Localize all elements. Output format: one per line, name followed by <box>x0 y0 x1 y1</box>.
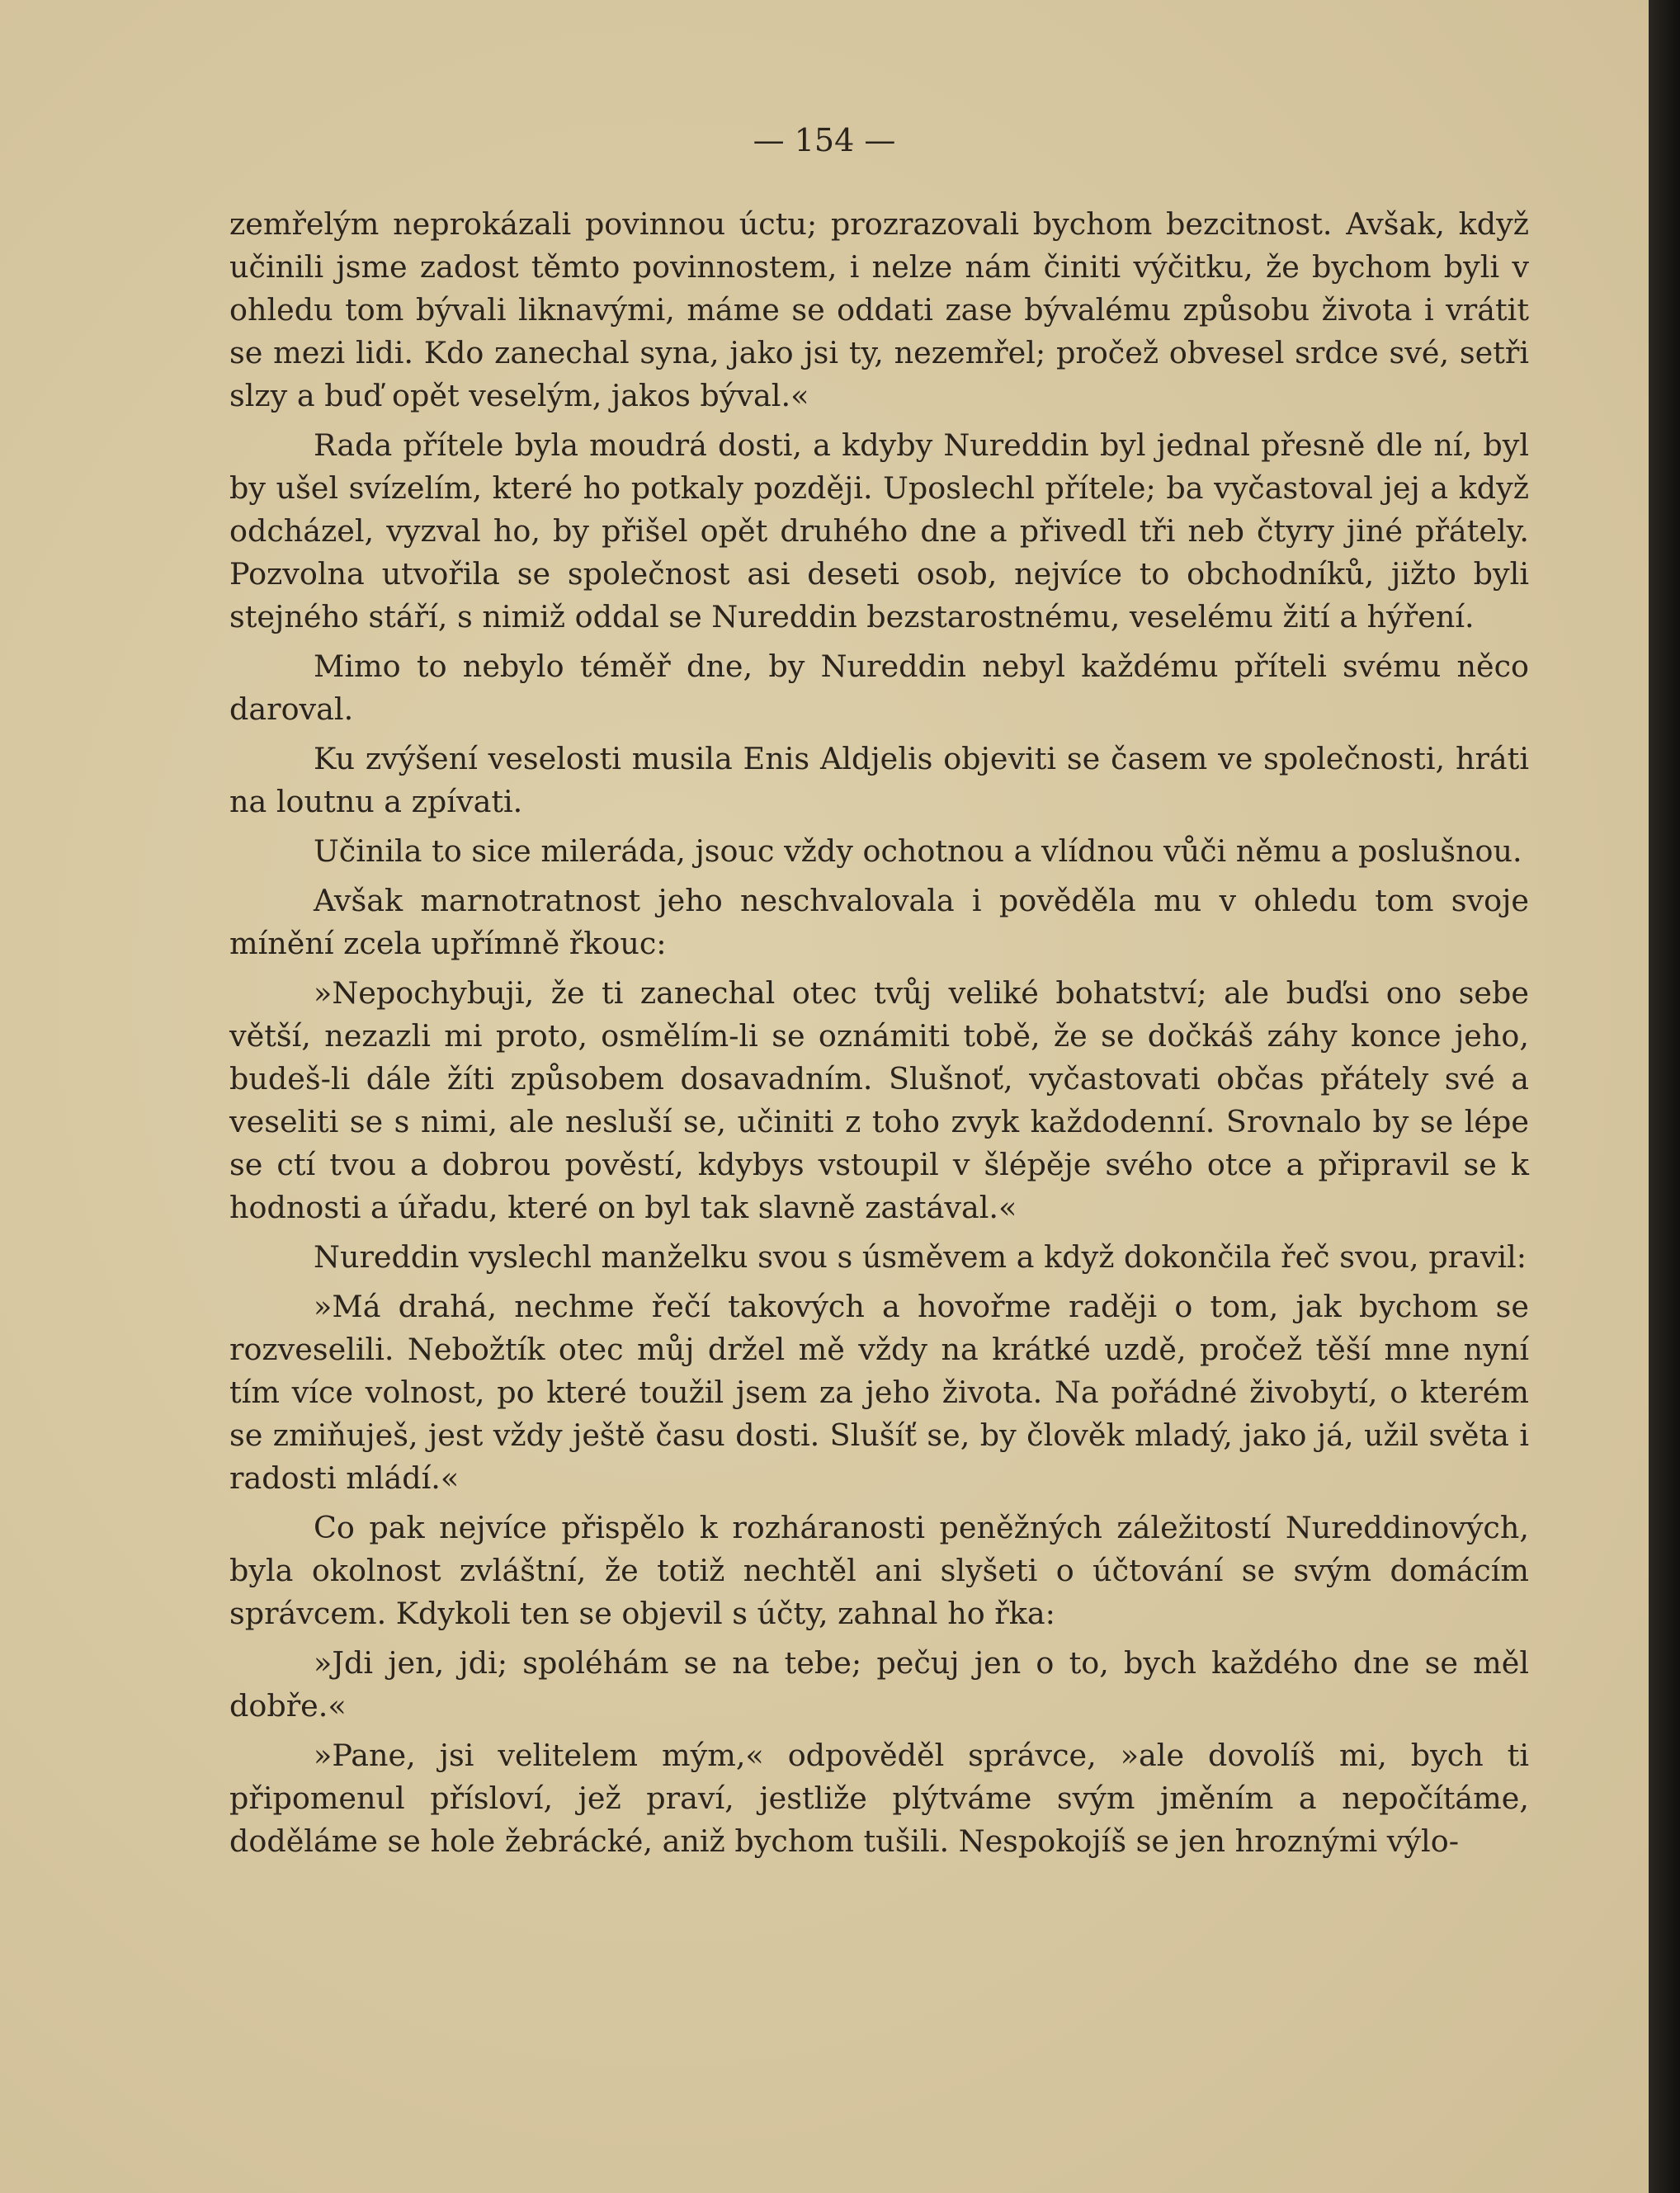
paragraph-12: »Pane, jsi velitelem mým,« odpověděl správce, »ale dovolíš mi, bych ti připomenul přísloví, jež praví, jestliže plýtváme svým jměním a nepočítáme, doděláme se hole žebrácké, aniž bychom tušili. Nespokojíš se jen hroznými výlo- <box>229 1738 1529 1859</box>
paragraph-2: Rada přítele byla moudrá dosti, a kdyby Nureddin byl jednal přesně dle ní, byl by ušel svízelím, které ho potkaly později. Uposlechl přítele; ba vyčastoval jej a když odcházel, vyzval ho, by přišel opět druhého dne a přivedl tři neb čtyry jiné přátely. Pozvolna utvořila se společnost asi deseti osob, nejvíce to obchodníků, jižto byli stejného stáří, s nimiž oddal se Nureddin bezstarostnému, veselému žití a hýření. <box>229 427 1529 634</box>
paragraph-1: zemřelým neprokázali povinnou úctu; prozrazovali bychom bezcitnost. Avšak, když učinili jsme zadost těmto povinnostem, i nelze nám činiti výčitku, že bychom byli v ohledu tom bývali liknavými, máme se oddati zase bývalému způsobu života i vrátit se mezi lidi. Kdo zanechal syna, jako jsi ty, nezemřel; pročež obvesel srdce své, setři slzy a buď opět veselým, jakos býval.« <box>229 206 1529 413</box>
paragraph-6: Avšak marnotratnost jeho neschvalovala i pověděla mu v ohledu tom svoje mínění zcela upřímně řkouc: <box>229 883 1529 961</box>
paragraph-9: »Má drahá, nechme řečí takových a hovořme raději o tom, jak bychom se rozveselili. Nebožtík otec můj držel mě vždy na krátké uzdě, pročež těší mne nyní tím více volnost, po které toužil jsem za jeho života. Na pořádné živobytí, o kterém se zmiňuješ, jest vždy ještě času dosti. Slušíť se, by člověk mladý, jako já, užil světa i radosti mládí.« <box>229 1289 1529 1496</box>
paragraph-8: Nureddin vyslechl manželku svou s úsměvem a když dokončila řeč svou, pravil: <box>314 1239 1527 1275</box>
page-number: — 154 — <box>753 122 896 158</box>
paragraph-7: »Nepochybuji, že ti zanechal otec tvůj veliké bohatství; ale buďsi ono sebe větší, nezazli mi proto, osmělím-li se oznámiti tobě, že se dočkáš záhy konce jeho, budeš-li dále žíti způsobem dosavadním. Slušnoť, vyčastovati občas přátely své a veseliti se s nimi, ale nesluší se, učiniti z toho zvyk každodenní. Srovnalo by se lépe se ctí tvou a dobrou pověstí, kdybys vstoupil v šlépěje svého otce a připravil se k hodnosti a úřadu, které on byl tak slavně zastával.« <box>229 975 1529 1225</box>
paragraph-4: Ku zvýšení veselosti musila Enis Aldjelis objeviti se časem ve společnosti, hráti na loutnu a zpívati. <box>229 741 1529 819</box>
paragraph-10: Co pak nejvíce přispělo k rozháranosti peněžných záležitostí Nureddinových, byla okolnost zvláštní, že totiž nechtěl ani slyšeti o účtování se svým domácím správcem. Kdykoli ten se objevil s účty, zahnal ho řka: <box>229 1510 1529 1631</box>
body-text <box>229 203 1529 1870</box>
book-binding <box>1649 0 1680 2193</box>
paragraph-3: Mimo to nebylo téměř dne, by Nureddin nebyl každému příteli svému něco daroval. <box>229 648 1529 727</box>
paragraph-5: Učinila to sice mileráda, jsouc vždy ochotnou a vlídnou vůči němu a poslušnou. <box>314 833 1522 869</box>
paragraph-11: »Jdi jen, jdi; spoléhám se na tebe; pečuj jen o to, bych každého dne se měl dobře.« <box>229 1645 1529 1724</box>
